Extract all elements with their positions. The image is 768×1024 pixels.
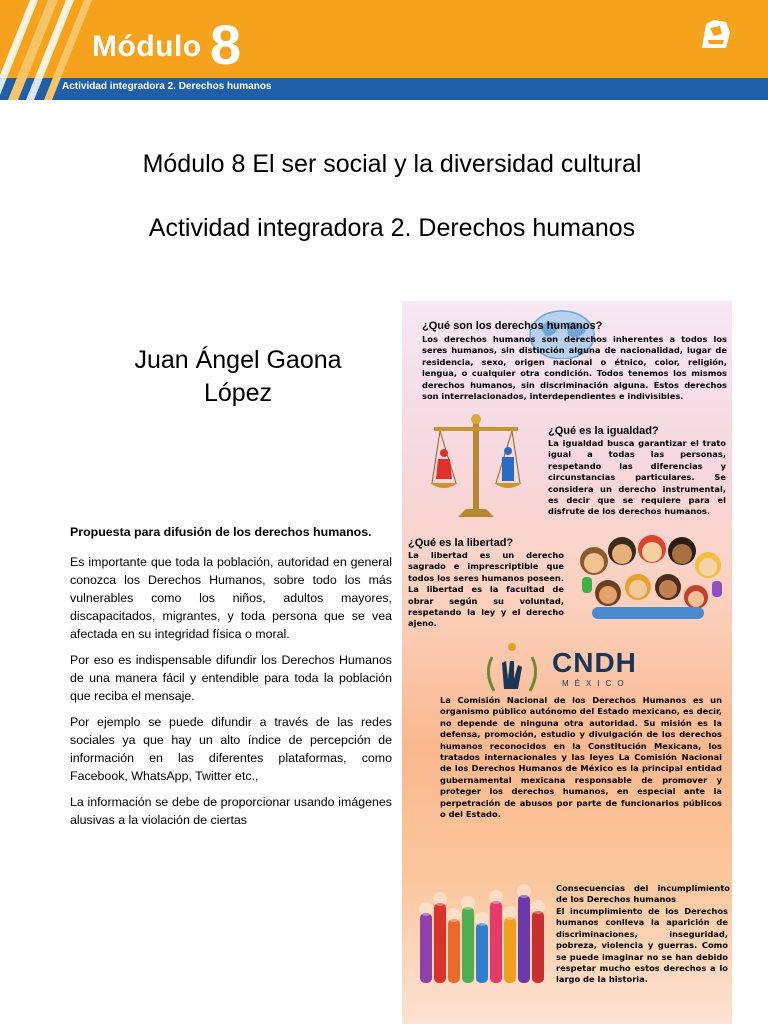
- document-title: Módulo 8 El ser social y la diversidad cultural: [142, 150, 642, 178]
- header-activity-label: Actividad integradora 2. Derechos humanos: [62, 81, 272, 92]
- cndh-name: CNDH: [552, 647, 637, 678]
- proposal-section: [70, 524, 392, 837]
- proposal-paragraph: Es importante que toda la población, autoridad en general conozca los Derechos Humanos, sobre todo los más vulnerables como los niños, adultos mayores, discapacitados, migrantes, y toda persona que se vea afectada en su integridad física o moral.: [70, 555, 392, 641]
- infographic-text: La libertad es un derecho sagrado e imprescriptible que todos los seres humanos poseen. La libertad es la facultad de obrar según su voluntad, respetando la ley y el derecho ajeno.: [408, 550, 564, 629]
- balance-scale-icon: [428, 413, 524, 521]
- human-rights-infographic: [402, 301, 732, 1024]
- proposal-paragraph: La información se debe de proporcionar usando imágenes alusivas a la violación de ciertas: [70, 795, 392, 827]
- infographic-text: Los derechos humanos son derechos inherentes a todos los seres humanos, sin distinción alguna de nacionalidad, lugar de residencia, sexo, origen nacional o étnico, color, religión, lengua, o cualquier otra condición. Todos tenemos los mismos derechos humanos, sin discriminación alguna. Estos derechos son interrelacionados, interdependientes e indivisibles.: [422, 334, 727, 402]
- module-number: 8: [210, 13, 242, 76]
- proposal-paragraph: Por ejemplo se puede difundir a través de las redes sociales ya que hay un alto índice de percepción de información en las diferentes plataformas, como Facebook, WhatsApp, Twitter etc.,: [70, 715, 392, 783]
- infographic-heading: ¿Qué es la libertad?: [408, 537, 514, 549]
- author-name: [100, 344, 376, 410]
- infographic-text: La Comisión Nacional de los Derechos Humanos es un organismo público autónomo del Estado mexicano, es decir, no depende de ninguna otra autoridad. Su misión es la defensa, promoción, estudio y divulgación de los derechos humanos reconocidos en la Constitución Mexicana, los tratados internacionales y las leyes La Comisión Nacional de los Derechos Humanos de México es la principal entidad gubernamental mexicana responsable de promover y proteger los derechos humanos, en especial ante la perpetración de abusos por parte de funcionarios públicos o del Estado.: [440, 695, 722, 820]
- raised-hands-icon: [414, 873, 554, 991]
- proposal-paragraph: Por eso es indispensable difundir los Derechos Humanos de una manera fácil y entendible para toda la población que reciba el mensaje.: [70, 653, 392, 703]
- infographic-text: El incumplimiento de los Derechos humanos conlleva la aparición de discriminaciones, inseguridad, pobreza, violencia y guerras. Como se puede imaginar no se han debido respetar mucho estos derechos a lo largo de la historia.: [556, 906, 728, 985]
- infographic-heading: ¿Qué son los derechos humanos?: [422, 320, 603, 332]
- institution-logo-icon: [696, 14, 736, 54]
- author-name-line-2: López: [203, 379, 273, 407]
- cndh-subtitle: MÉXICO: [562, 679, 630, 688]
- infographic-heading: ¿Qué es la igualdad?: [548, 425, 659, 437]
- infographic-heading: Consecuencias del incumplimiento de los Derechos humanos: [556, 883, 730, 905]
- proposal-heading: Propuesta para difusión de los derechos humanos.: [70, 525, 372, 539]
- children-group-icon: [572, 521, 724, 621]
- infographic-text: La igualdad busca garantizar el trato igual a todas las personas, respetando las diferencias y circunstancias particulares. Se considera un derecho instrumental, es decir que se requiere para el disfrute de los derechos humanos.: [548, 438, 726, 517]
- module-header: [0, 0, 768, 100]
- document-subtitle: Actividad integradora 2. Derechos humanos: [148, 214, 636, 242]
- author-name-line-1: Juan Ángel Gaona: [134, 346, 342, 374]
- module-label: Módulo: [92, 30, 202, 63]
- cndh-emblem-icon: [480, 639, 544, 701]
